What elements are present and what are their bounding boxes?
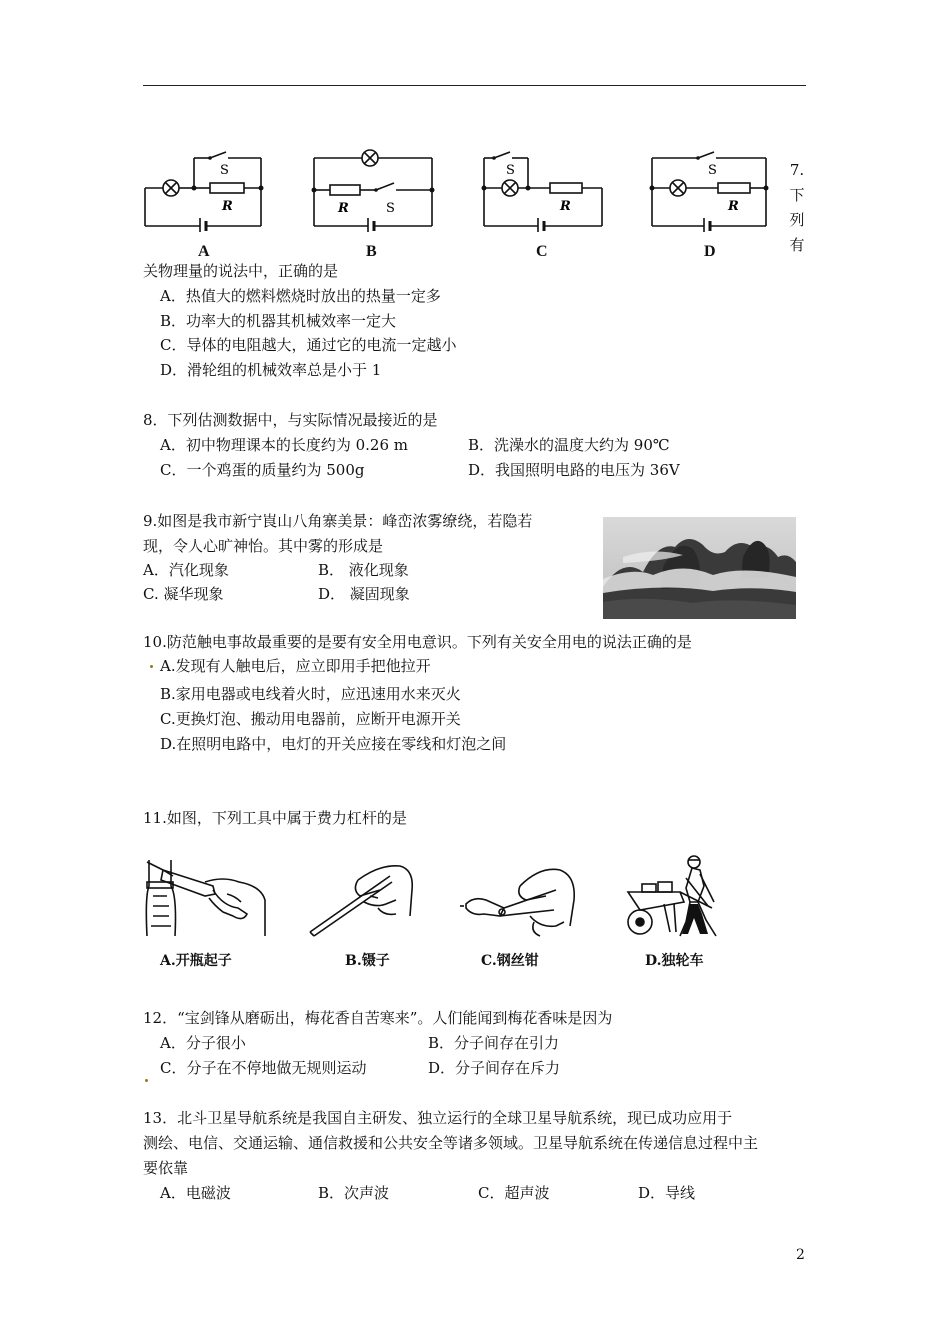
- switch-label-c: S: [506, 163, 515, 178]
- tweezers-drawing: [300, 856, 418, 940]
- tool-label-c: C.钢丝钳: [481, 953, 539, 969]
- resistor-label-b: R: [338, 201, 349, 216]
- page-number: 2: [796, 1247, 805, 1263]
- circuit-diagram-a: [140, 150, 268, 232]
- switch-label-d: S: [708, 163, 717, 178]
- resistor-label-a: R: [222, 199, 233, 214]
- q8-option-b: B．洗澡水的温度大约为 90℃: [468, 436, 670, 454]
- tool-label-a: A.开瓶起子: [160, 953, 232, 969]
- switch-label-b: S: [386, 201, 395, 216]
- q13-stem-line3: 要依靠: [143, 1159, 189, 1177]
- tool-label-b: B.镊子: [345, 953, 390, 969]
- q13-option-b: B．次声波: [318, 1184, 390, 1202]
- q7-option-a: A．热值大的燃料燃烧时放出的热量一定多: [160, 287, 441, 305]
- wheelbarrow-drawing: [620, 852, 740, 942]
- q8-stem: 8．下列估测数据中，与实际情况最接近的是: [143, 411, 438, 429]
- q10-option-d: D.在照明电路中，电灯的开关应接在零线和灯泡之间: [160, 735, 507, 753]
- q12-option-a: A．分子很小: [160, 1034, 246, 1052]
- q13-stem-line1: 13．北斗卫星导航系统是我国自主研发、独立运行的全球卫星导航系统，现已成功应用于: [143, 1109, 733, 1127]
- bottle-opener-drawing: [143, 856, 269, 940]
- wire-pliers-drawing: [460, 856, 578, 940]
- q9-option-b: B． 液化现象: [318, 561, 409, 579]
- circuit-label-c: C: [536, 243, 548, 260]
- resistor-label-c: R: [560, 199, 571, 214]
- q13-option-c: C．超声波: [478, 1184, 550, 1202]
- q10-option-b: B.家用电器或电线着火时，应迅速用水来灭火: [160, 685, 461, 703]
- header-rule: [143, 85, 806, 86]
- tool-label-d: D.独轮车: [645, 953, 704, 969]
- q7-stem: 关物理量的说法中，正确的是: [143, 262, 339, 280]
- misty-mountain-photo: [603, 517, 796, 619]
- resistor-label-d: R: [728, 199, 739, 214]
- q12-option-d: D．分子间存在斥力: [428, 1059, 561, 1077]
- circuit-diagram-c: [480, 150, 608, 232]
- q7-option-d: D．滑轮组的机械效率总是小于 1: [160, 361, 382, 379]
- q13-stem-line2: 测绘、电信、交通运输、通信救援和公共安全等诸多领域。卫星导航系统在传递信息过程中主: [143, 1134, 759, 1152]
- q7-number-vertical: 7. 下 列 有: [789, 161, 805, 254]
- q12-option-b: B．分子间存在引力: [428, 1034, 560, 1052]
- q7-option-c: C．导体的电阻越大，通过它的电流一定越小: [160, 336, 457, 354]
- q7-option-b: B．功率大的机器其机械效率一定大: [160, 312, 397, 330]
- q10-stem: 10.防范触电事故最重要的是要有安全用电意识。下列有关安全用电的说法正确的是: [143, 633, 692, 651]
- q9-stem-line1: 9.如图是我市新宁崀山八角寨美景：峰峦浓雾缭绕，若隐若: [143, 512, 533, 530]
- q8-option-a: A．初中物理课本的长度约为 0.26 m: [160, 436, 408, 454]
- circuit-label-d: D: [704, 243, 716, 260]
- stray-mark: [150, 665, 153, 668]
- q12-stem: 12．“宝剑锋从磨砺出，梅花香自苦寒来”。人们能闻到梅花香味是因为: [143, 1009, 613, 1027]
- switch-label-a: S: [220, 163, 229, 178]
- circuit-diagram-d: [648, 150, 776, 232]
- q8-option-c: C．一个鸡蛋的质量约为 500g: [160, 461, 365, 479]
- q11-stem: 11.如图，下列工具中属于费力杠杆的是: [143, 809, 407, 827]
- q9-option-a: A．汽化现象: [143, 561, 229, 579]
- q9-stem-line2: 现，令人心旷神怡。其中雾的形成是: [143, 537, 384, 555]
- stray-mark: [145, 1079, 148, 1082]
- q8-option-d: D．我国照明电路的电压为 36V: [468, 461, 680, 479]
- q10-option-a: A.发现有人触电后，应立即用手把他拉开: [160, 657, 431, 675]
- q9-option-d: D． 凝固现象: [318, 585, 410, 603]
- circuit-label-a: A: [198, 243, 210, 260]
- q10-option-c: C.更换灯泡、搬动用电器前，应断开电源开关: [160, 710, 461, 728]
- q13-option-d: D．导线: [638, 1184, 696, 1202]
- q9-option-c: C. 凝华现象: [143, 585, 224, 603]
- circuit-label-b: B: [366, 243, 377, 260]
- q13-option-a: A．电磁波: [160, 1184, 231, 1202]
- q12-option-c: C．分子在不停地做无规则运动: [160, 1059, 367, 1077]
- circuit-diagram-b: [310, 142, 438, 232]
